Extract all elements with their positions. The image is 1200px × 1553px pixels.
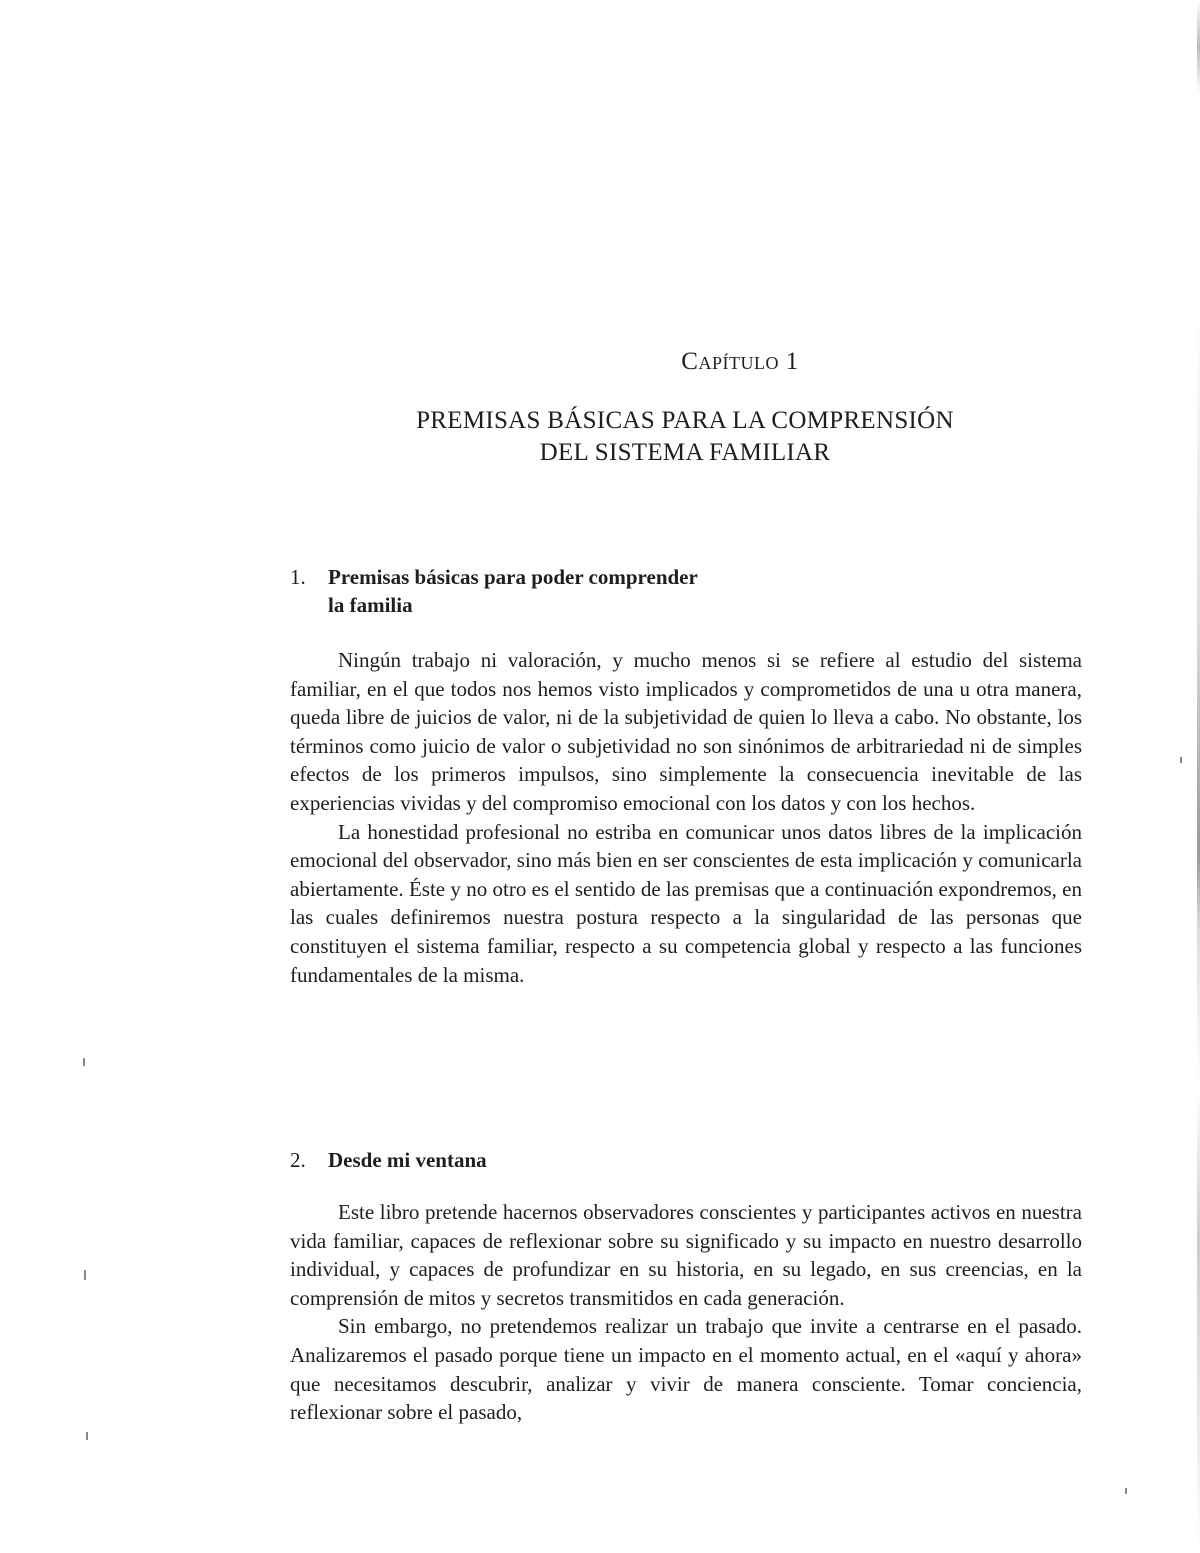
chapter-title-line-1: PREMISAS BÁSICAS PARA LA COMPRENSIÓN (416, 407, 954, 434)
section-2-paragraph-1: Este libro pretende hacernos observadores conscientes y participantes activos en nuestra vida familiar, capaces de reflexionar sobre su significado y su impacto en nuestro desarrollo individual, y capaces de profundizar en su historia, en su legado, en sus creencias, en la comprensión de mitos y secretos transmitidos en cada generación. (290, 1200, 1082, 1310)
section-1-body (290, 646, 1082, 989)
section-1-paragraph-2: La honestidad profesional no estriba en comunicar unos datos libres de la implicación emocional del observador, sino más bien en ser conscientes de esta implicación y comunicarla abiertamente. Éste y no otro es el sentido de las premisas que a continuación expondremos, en las cuales definiremos nuestra postura respecto a la singularidad de las personas que constituyen el sistema familiar, respecto a su competencia global y respecto a las funciones fundamentales de la misma. (290, 819, 1082, 987)
scan-speck (83, 1058, 85, 1066)
section-2-body (290, 1198, 1082, 1427)
chapter-number: 1 (785, 348, 799, 375)
section-2-heading (290, 1146, 850, 1174)
chapter-title-line-2: DEL SISTEMA FAMILIAR (539, 439, 831, 466)
section-1-number: 1. (290, 565, 306, 589)
chapter-label-word: Capítulo (681, 348, 779, 375)
section-1-paragraph-1: Ningún trabajo ni valoración, y mucho menos si se refiere al estudio del sistema familiar, en el que todos nos hemos visto implicados y comprometidos de una u otra manera, queda libre de juicios de valor, ni de la subjetividad de quien lo lleva a cabo. No obstante, los términos como juicio de valor o subjetividad no son sinónimos de arbitrariedad ni de simples efectos de los primeros impulsos, sino simplemente la consecuencia inevitable de las experiencias vividas y del compromiso emocional con los datos y con los hechos. (290, 648, 1082, 815)
section-1-title-line-1: Premisas básicas para poder comprender (328, 565, 698, 589)
scan-speck (86, 1432, 88, 1440)
scan-speck (84, 1270, 86, 1280)
section-1-title (328, 563, 850, 619)
chapter-label (290, 348, 1190, 376)
scan-speck (1125, 1488, 1127, 1494)
scan-speck (1180, 757, 1182, 763)
chapter-title (290, 405, 1080, 469)
section-2-paragraph-2: Sin embargo, no pretendemos realizar un trabajo que invite a centrarse en el pasado. Analizaremos el pasado porque tiene un impacto en el momento actual, en el «aquí y ahora» que necesitamos descubrir, analizar y vivir de manera consciente. Tomar conciencia, reflexionar sobre el pasado, (290, 1314, 1082, 1425)
section-2-title: Desde mi ventana (328, 1148, 487, 1172)
section-1-heading (290, 563, 850, 619)
section-2-number: 2. (290, 1148, 306, 1172)
section-1-title-line-2: la familia (328, 593, 413, 617)
